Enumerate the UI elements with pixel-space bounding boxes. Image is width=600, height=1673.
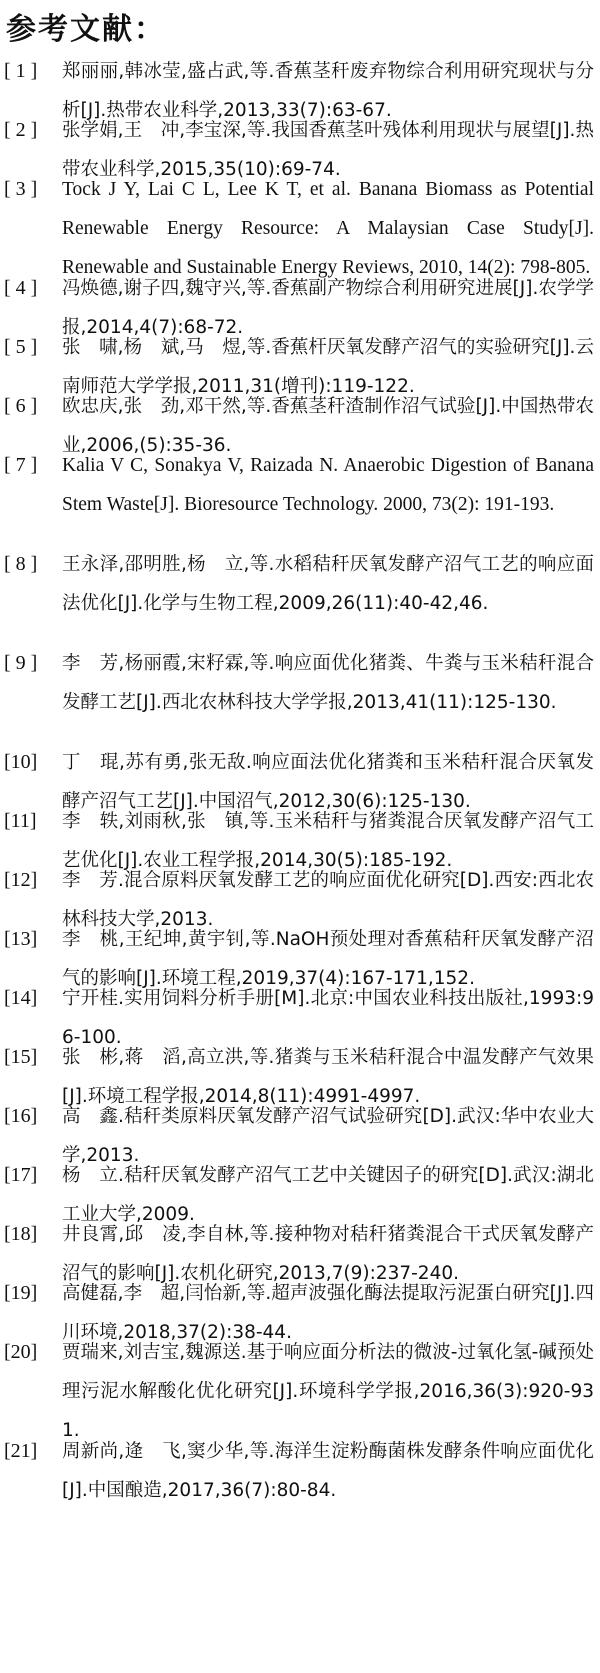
reference-number: [16] — [4, 1105, 38, 1127]
reference-text: 井良霄,邱 凌,李自林,等.接种物对秸秆猪粪混合干式厌氧发酵产沼气的影响[J].农机化研究,2013,7(9):237-240. — [62, 1224, 594, 1284]
reference-number: [ 9 ] — [4, 652, 38, 674]
reference-number: [21] — [4, 1440, 38, 1462]
reference-item — [0, 1097, 600, 1166]
reference-text: 李 芳.混合原料厌氧发酵工艺的响应面优化研究[D].西安:西北农林科技大学,2013. — [62, 870, 594, 930]
reference-item — [0, 861, 600, 930]
reference-number: [15] — [4, 1046, 38, 1068]
reference-item — [0, 52, 600, 121]
reference-number: [14] — [4, 987, 38, 1009]
reference-list — [0, 52, 600, 1501]
reference-text: 张 啸,杨 斌,马 煜,等.香蕉杆厌氧发酵产沼气的实验研究[J].云南师范大学学报,2011,31(增刊):119-122. — [62, 337, 594, 397]
reference-text: 宁开桂.实用饲料分析手册[M].北京:中国农业科技出版社,1993:96-100. — [62, 988, 594, 1048]
reference-item — [0, 111, 600, 180]
reference-text: 欧忠庆,张 劲,邓干然,等.香蕉茎秆渣制作沼气试验[J].中国热带农业,2006,(5):35-36. — [62, 396, 594, 456]
reference-item — [0, 1156, 600, 1225]
reference-text: 张学娟,王 冲,李宝深,等.我国香蕉茎叶残体利用现状与展望[J].热带农业科学,2015,35(10):69-74. — [62, 120, 594, 180]
reference-text: 周新尚,逄 飞,窦少华,等.海洋生淀粉酶菌株发酵条件响应面优化[J].中国酿造,2017,36(7):80-84. — [62, 1441, 594, 1501]
reference-number: [ 3 ] — [4, 178, 38, 200]
reference-item — [0, 328, 600, 397]
reference-number: [10] — [4, 751, 38, 773]
reference-item — [0, 446, 600, 543]
reference-number: [17] — [4, 1164, 38, 1186]
reference-number: [11] — [4, 810, 37, 832]
reference-item — [0, 1038, 600, 1107]
reference-item — [0, 802, 600, 871]
reference-number: [19] — [4, 1282, 38, 1304]
reference-number: [20] — [4, 1341, 38, 1363]
reference-text: 李 轶,刘雨秋,张 镇,等.玉米秸秆与猪粪混合厌氧发酵产沼气工艺优化[J].农业工程学报,2014,30(5):185-192. — [62, 811, 594, 871]
reference-item — [0, 644, 600, 741]
reference-text: 高 鑫.秸秆类原料厌氧发酵产沼气试验研究[D].武汉:华中农业大学,2013. — [62, 1106, 594, 1166]
reference-text: 高健磊,李 超,闫怡新,等.超声波强化酶法提取污泥蛋白研究[J].四川环境,2018,37(2):38-44. — [62, 1283, 594, 1343]
reference-item — [0, 1274, 600, 1343]
reference-item — [0, 1333, 600, 1441]
reference-text: 张 彬,蒋 滔,高立洪,等.猪粪与玉米秸秆混合中温发酵产气效果[J].环境工程学报,2014,8(11):4991-4997. — [62, 1047, 594, 1107]
reference-number: [18] — [4, 1223, 38, 1245]
reference-item — [0, 1432, 600, 1501]
reference-number: [ 2 ] — [4, 119, 38, 141]
reference-text: 杨 立.秸秆厌氧发酵产沼气工艺中关键因子的研究[D].武汉:湖北工业大学,2009. — [62, 1165, 594, 1225]
reference-number: [ 5 ] — [4, 336, 38, 358]
reference-text: 李 芳,杨丽霞,宋籽霖,等.响应面优化猪粪、牛粪与玉米秸秆混合发酵工艺[J].西北农林科技大学学报,2013,41(11):125-130. — [62, 653, 594, 713]
reference-item — [0, 743, 600, 812]
section-title: 参考文献： — [6, 12, 166, 47]
reference-item — [0, 545, 600, 642]
reference-text: 贾瑞来,刘吉宝,魏源送.基于响应面分析法的微波-过氧化氢-碱预处理污泥水解酸化优化研究[J].环境科学学报,2016,36(3):920-931. — [62, 1342, 594, 1441]
reference-item — [0, 170, 600, 278]
reference-number: [ 8 ] — [4, 553, 38, 575]
reference-text: 王永泽,邵明胜,杨 立,等.水稻秸秆厌氧发酵产沼气工艺的响应面法优化[J].化学与生物工程,2009,26(11):40-42,46. — [62, 554, 594, 614]
reference-text: 丁 琨,苏有勇,张无敌.响应面法优化猪粪和玉米秸秆混合厌氧发酵产沼气工艺[J].中国沼气,2012,30(6):125-130. — [62, 752, 594, 812]
reference-text: 李 桃,王纪坤,黄宇钊,等.NaOH预处理对香蕉秸秆厌氧发酵产沼气的影响[J].环境工程,2019,37(4):167-171,152. — [62, 929, 594, 989]
reference-item — [0, 1215, 600, 1284]
reference-number: [ 4 ] — [4, 277, 38, 299]
reference-number: [ 7 ] — [4, 454, 38, 476]
reference-text: 郑丽丽,韩冰莹,盛占武,等.香蕉茎秆废弃物综合利用研究现状与分析[J].热带农业科学,2013,33(7):63-67. — [62, 61, 594, 121]
reference-text: Kalia V C, Sonakya V, Raizada N. Anaerobic Digestion of Banana Stem Waste[J]. Bioresource Technology. 2000, 73(2): 191-193. — [62, 455, 594, 515]
reference-text: 冯焕德,谢子四,魏守兴,等.香蕉副产物综合利用研究进展[J].农学学报,2014,4(7):68-72. — [62, 278, 594, 338]
reference-item — [0, 387, 600, 456]
reference-text: Tock J Y, Lai C L, Lee K T, et al. Banana Biomass as Potential Renewable Energy Resource: A Malaysian Case Study[J]. Renewable and Sustainable Energy Reviews, 2010, 14(2): 798-805. — [62, 179, 594, 278]
reference-number: [13] — [4, 928, 38, 950]
reference-item — [0, 269, 600, 338]
reference-number: [ 6 ] — [4, 395, 38, 417]
reference-item — [0, 979, 600, 1048]
reference-item — [0, 920, 600, 989]
reference-number: [12] — [4, 869, 38, 891]
reference-number: [ 1 ] — [4, 60, 38, 82]
